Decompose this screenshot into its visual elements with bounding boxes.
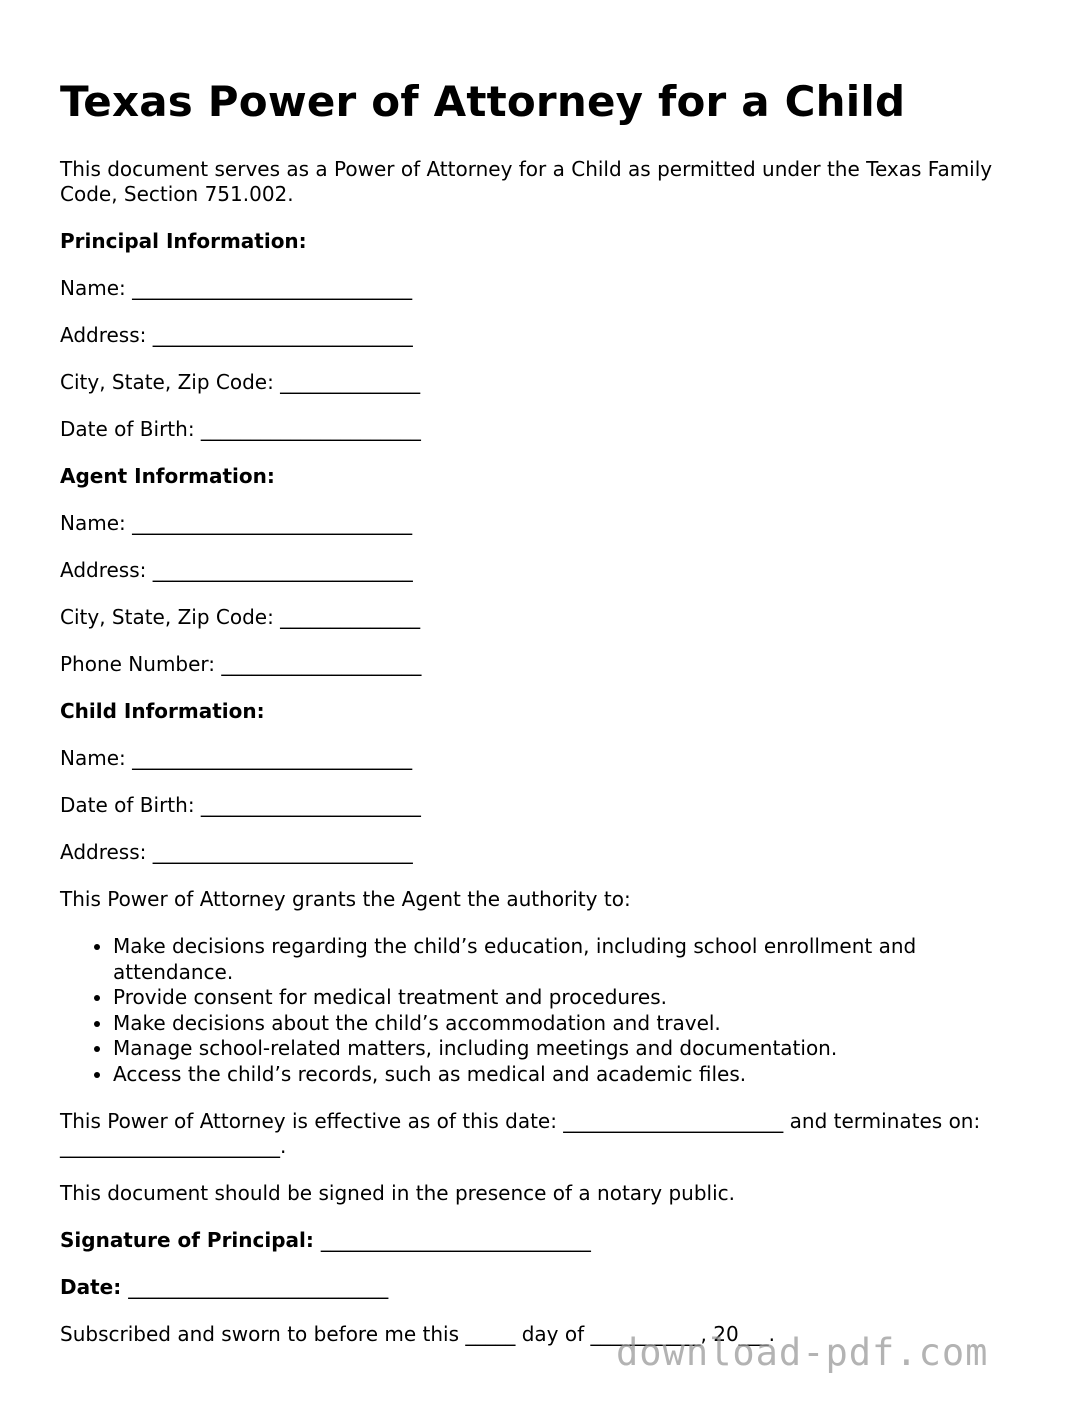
child-heading: Child Information: — [60, 699, 265, 723]
principal-dob-field: Date of Birth: ______________________ — [60, 417, 421, 441]
child-address-field: Address: __________________________ — [60, 840, 413, 864]
list-item: • Make decisions regarding the child’s education, including school enrollment and attendance. — [113, 934, 1028, 985]
agent-phone-field: Phone Number: ____________________ — [60, 652, 422, 676]
watermark: download-pdf.com — [616, 1331, 989, 1374]
agent-name-field: Name: ____________________________ — [60, 511, 413, 535]
date-blank: __________________________ — [128, 1275, 389, 1299]
principal-heading: Principal Information: — [60, 229, 307, 253]
authority-list — [60, 934, 1028, 1087]
child-name-field: Name: ____________________________ — [60, 746, 413, 770]
list-item: • Provide consent for medical treatment and procedures. — [113, 985, 1028, 1011]
agent-address-field: Address: __________________________ — [60, 558, 413, 582]
principal-address-field: Address: __________________________ — [60, 323, 413, 347]
effective-date-paragraph: This Power of Attorney is effective as of this date: ______________________ and terminates on: ______________________. — [60, 1109, 981, 1158]
date-label: Date: — [60, 1275, 122, 1299]
document-title: Texas Power of Attorney for a Child — [60, 77, 906, 126]
child-dob-field: Date of Birth: ______________________ — [60, 793, 421, 817]
list-item: • Make decisions about the child’s accommodation and travel. — [113, 1011, 1028, 1037]
document-page — [60, 74, 1028, 1347]
signature-blank: ___________________________ — [320, 1228, 591, 1252]
date-line — [60, 1275, 1028, 1300]
agent-heading: Agent Information: — [60, 464, 275, 488]
signature-line — [60, 1228, 1028, 1253]
intro-paragraph: This document serves as a Power of Attorney for a Child as permitted under the Texas Family Code, Section 751.002. — [60, 157, 993, 206]
principal-name-field: Name: ____________________________ — [60, 276, 413, 300]
signature-label: Signature of Principal: — [60, 1228, 314, 1252]
principal-city-field: City, State, Zip Code: ______________ — [60, 370, 421, 394]
list-item: • Manage school-related matters, including meetings and documentation. — [113, 1036, 1028, 1062]
list-item: • Access the child’s records, such as medical and academic files. — [113, 1062, 1028, 1088]
notary-paragraph: This document should be signed in the presence of a notary public. — [60, 1181, 735, 1205]
sworn-paragraph: Subscribed and sworn to before me this _____ day of ___________, 20___. — [60, 1322, 776, 1346]
grant-paragraph: This Power of Attorney grants the Agent the authority to: — [60, 887, 631, 911]
agent-city-field: City, State, Zip Code: ______________ — [60, 605, 421, 629]
